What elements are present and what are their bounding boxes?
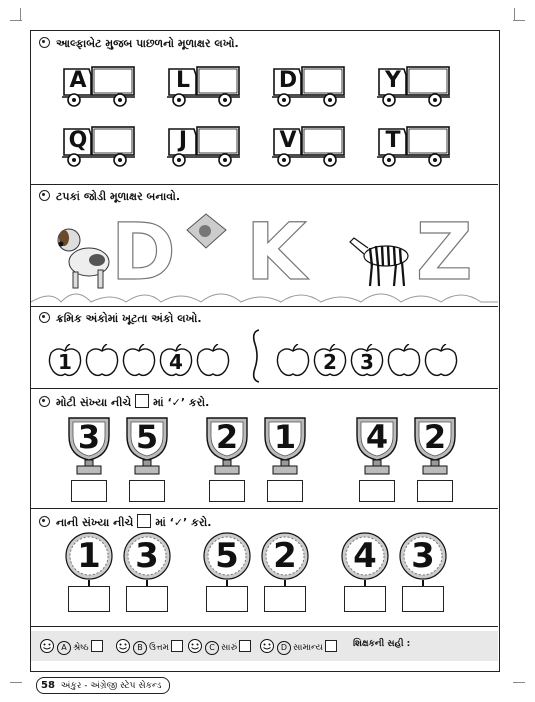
grade-letter: A [57,641,71,655]
grade-label: સારું [221,643,238,653]
bullet-icon [39,37,50,48]
medal-item [65,532,113,580]
answer-area[interactable] [409,69,447,93]
bullet-icon [39,516,50,527]
medal-item [341,532,389,580]
trophy-item [353,414,401,504]
truck-item [271,123,346,168]
smiley-icon [259,639,275,653]
smiley-icon [39,639,55,653]
tick-box[interactable] [206,586,248,612]
book-title: અંકુર - અંગ્રેજી સ્ટેપ સેકન્ડ [60,681,162,691]
grade-checkbox[interactable] [325,640,337,652]
answer-area[interactable] [94,129,132,153]
grade-checkbox[interactable] [91,640,103,652]
truck-letter: Q [68,128,88,153]
truck-item [376,123,451,168]
dog-picture [53,222,118,290]
grade-label: શ્રેષ્ઠ [73,643,89,653]
truck-item [166,123,241,168]
truck-letter: J [178,128,188,153]
crop-mark [513,682,525,683]
medal-item [203,532,251,580]
tick-box[interactable] [126,586,168,612]
truck-letter: Y [385,68,401,93]
section-missing-numbers [31,306,498,389]
trophy-number: 3 [77,418,101,456]
grade-option [187,639,251,655]
section-title: આલ્ફાબેટ મુજબ પાછળનો મૂળાક્ષર લખો. [39,37,239,51]
trophy-number: 4 [365,418,389,456]
medal-number: 1 [77,536,101,576]
section-dotted-letters [31,184,498,307]
truck-letter: L [175,68,191,93]
tick-box[interactable] [402,586,444,612]
trophy-number: 5 [135,418,159,456]
crop-mark [513,20,525,21]
answer-area[interactable] [409,129,447,153]
apple-value: 4 [169,350,183,374]
grass-decoration [31,282,498,304]
truck-letter: A [69,68,87,93]
grade-label: ઉત્તમ [149,643,170,653]
apple-blank[interactable] [386,344,422,378]
bullet-icon [39,396,50,407]
section-title: ટપકાં જોડી મૂળાક્ષર બનાવો. [39,190,180,204]
apple-blank[interactable] [275,344,311,378]
medal-number: 3 [411,536,435,576]
section-title: ક્રમિક અંકોમાં ખૂટતા અંકો લખો. [39,312,202,326]
truck-letter: V [279,128,297,153]
truck-letter: T [385,128,401,153]
answer-area[interactable] [199,129,237,153]
tick-box[interactable] [71,480,107,502]
tick-box[interactable] [344,586,386,612]
apple-blank[interactable] [423,344,459,378]
apple-number [158,344,194,378]
smiley-icon [187,639,203,653]
tick-box[interactable] [129,480,165,502]
grade-letter: B [133,641,147,655]
trophy-item [411,414,459,504]
apple-value: 3 [360,350,374,374]
section-smaller-number [31,508,498,627]
answer-area[interactable] [199,69,237,93]
answer-area[interactable] [304,69,342,93]
section-title: મોટી સંખ્યા નીચે માં ‘✓’ કરો. [39,394,209,410]
answer-area[interactable] [94,69,132,93]
grade-label: સામાન્ય [293,643,323,653]
apple-value: 2 [323,350,337,374]
crop-mark [10,20,22,21]
grade-letter: C [205,641,219,655]
grade-option [259,639,337,655]
trophy-item [123,414,171,504]
apple-blank[interactable] [84,344,120,378]
teacher-signature-label: શિક્ષકની સહી : [353,639,411,649]
tick-box[interactable] [359,480,395,502]
bullet-icon [39,312,50,323]
section-bigger-number [31,388,498,509]
trophy-item [203,414,251,504]
crop-mark [514,8,515,20]
medal-number: 5 [215,536,239,576]
dotted-letter[interactable]: D [111,208,178,298]
medal-item [399,532,447,580]
grade-checkbox[interactable] [171,640,183,652]
medal-item [123,532,171,580]
dotted-letter[interactable]: K [246,208,309,298]
page-number: 58 [41,680,55,691]
truck-item [61,63,136,108]
grade-letter: D [277,641,291,655]
checkbox-icon [137,514,151,528]
section-alphabet-after [31,31,498,185]
grade-checkbox[interactable] [239,640,251,652]
tick-box[interactable] [417,480,453,502]
apple-blank[interactable] [121,344,157,378]
kite-picture [181,212,231,252]
smiley-icon [115,639,131,653]
trophy-number: 1 [273,418,297,456]
apple-number [349,344,385,378]
apple-value: 1 [58,350,72,374]
crop-mark [10,682,22,683]
zebra-picture [346,234,416,289]
medal-number: 2 [273,536,297,576]
tick-box[interactable] [68,586,110,612]
apple-number [312,344,348,378]
dotted-letter[interactable]: Z [416,208,475,298]
grade-option [115,639,183,655]
bracket-divider [249,328,265,384]
medal-item [261,532,309,580]
truck-item [166,63,241,108]
tick-box[interactable] [209,480,245,502]
grade-option [39,639,103,655]
checkbox-icon [135,394,149,408]
truck-item [61,123,136,168]
tick-box[interactable] [264,586,306,612]
truck-item [271,63,346,108]
tick-box[interactable] [267,480,303,502]
answer-area[interactable] [304,129,342,153]
page-tag [36,677,170,694]
trophy-number: 2 [215,418,239,456]
apple-number [47,344,83,378]
trophy-number: 2 [423,418,447,456]
medal-number: 4 [353,536,377,576]
section-title: નાની સંખ્યા નીચે માં ‘✓’ કરો. [39,514,211,530]
apple-blank[interactable] [195,344,231,378]
medal-number: 3 [135,536,159,576]
truck-item [376,63,451,108]
trophy-item [261,414,309,504]
worksheet [30,30,500,672]
grading-footer [31,631,498,661]
bullet-icon [39,190,50,201]
truck-letter: D [278,68,298,93]
trophy-item [65,414,113,504]
crop-mark [20,8,21,20]
